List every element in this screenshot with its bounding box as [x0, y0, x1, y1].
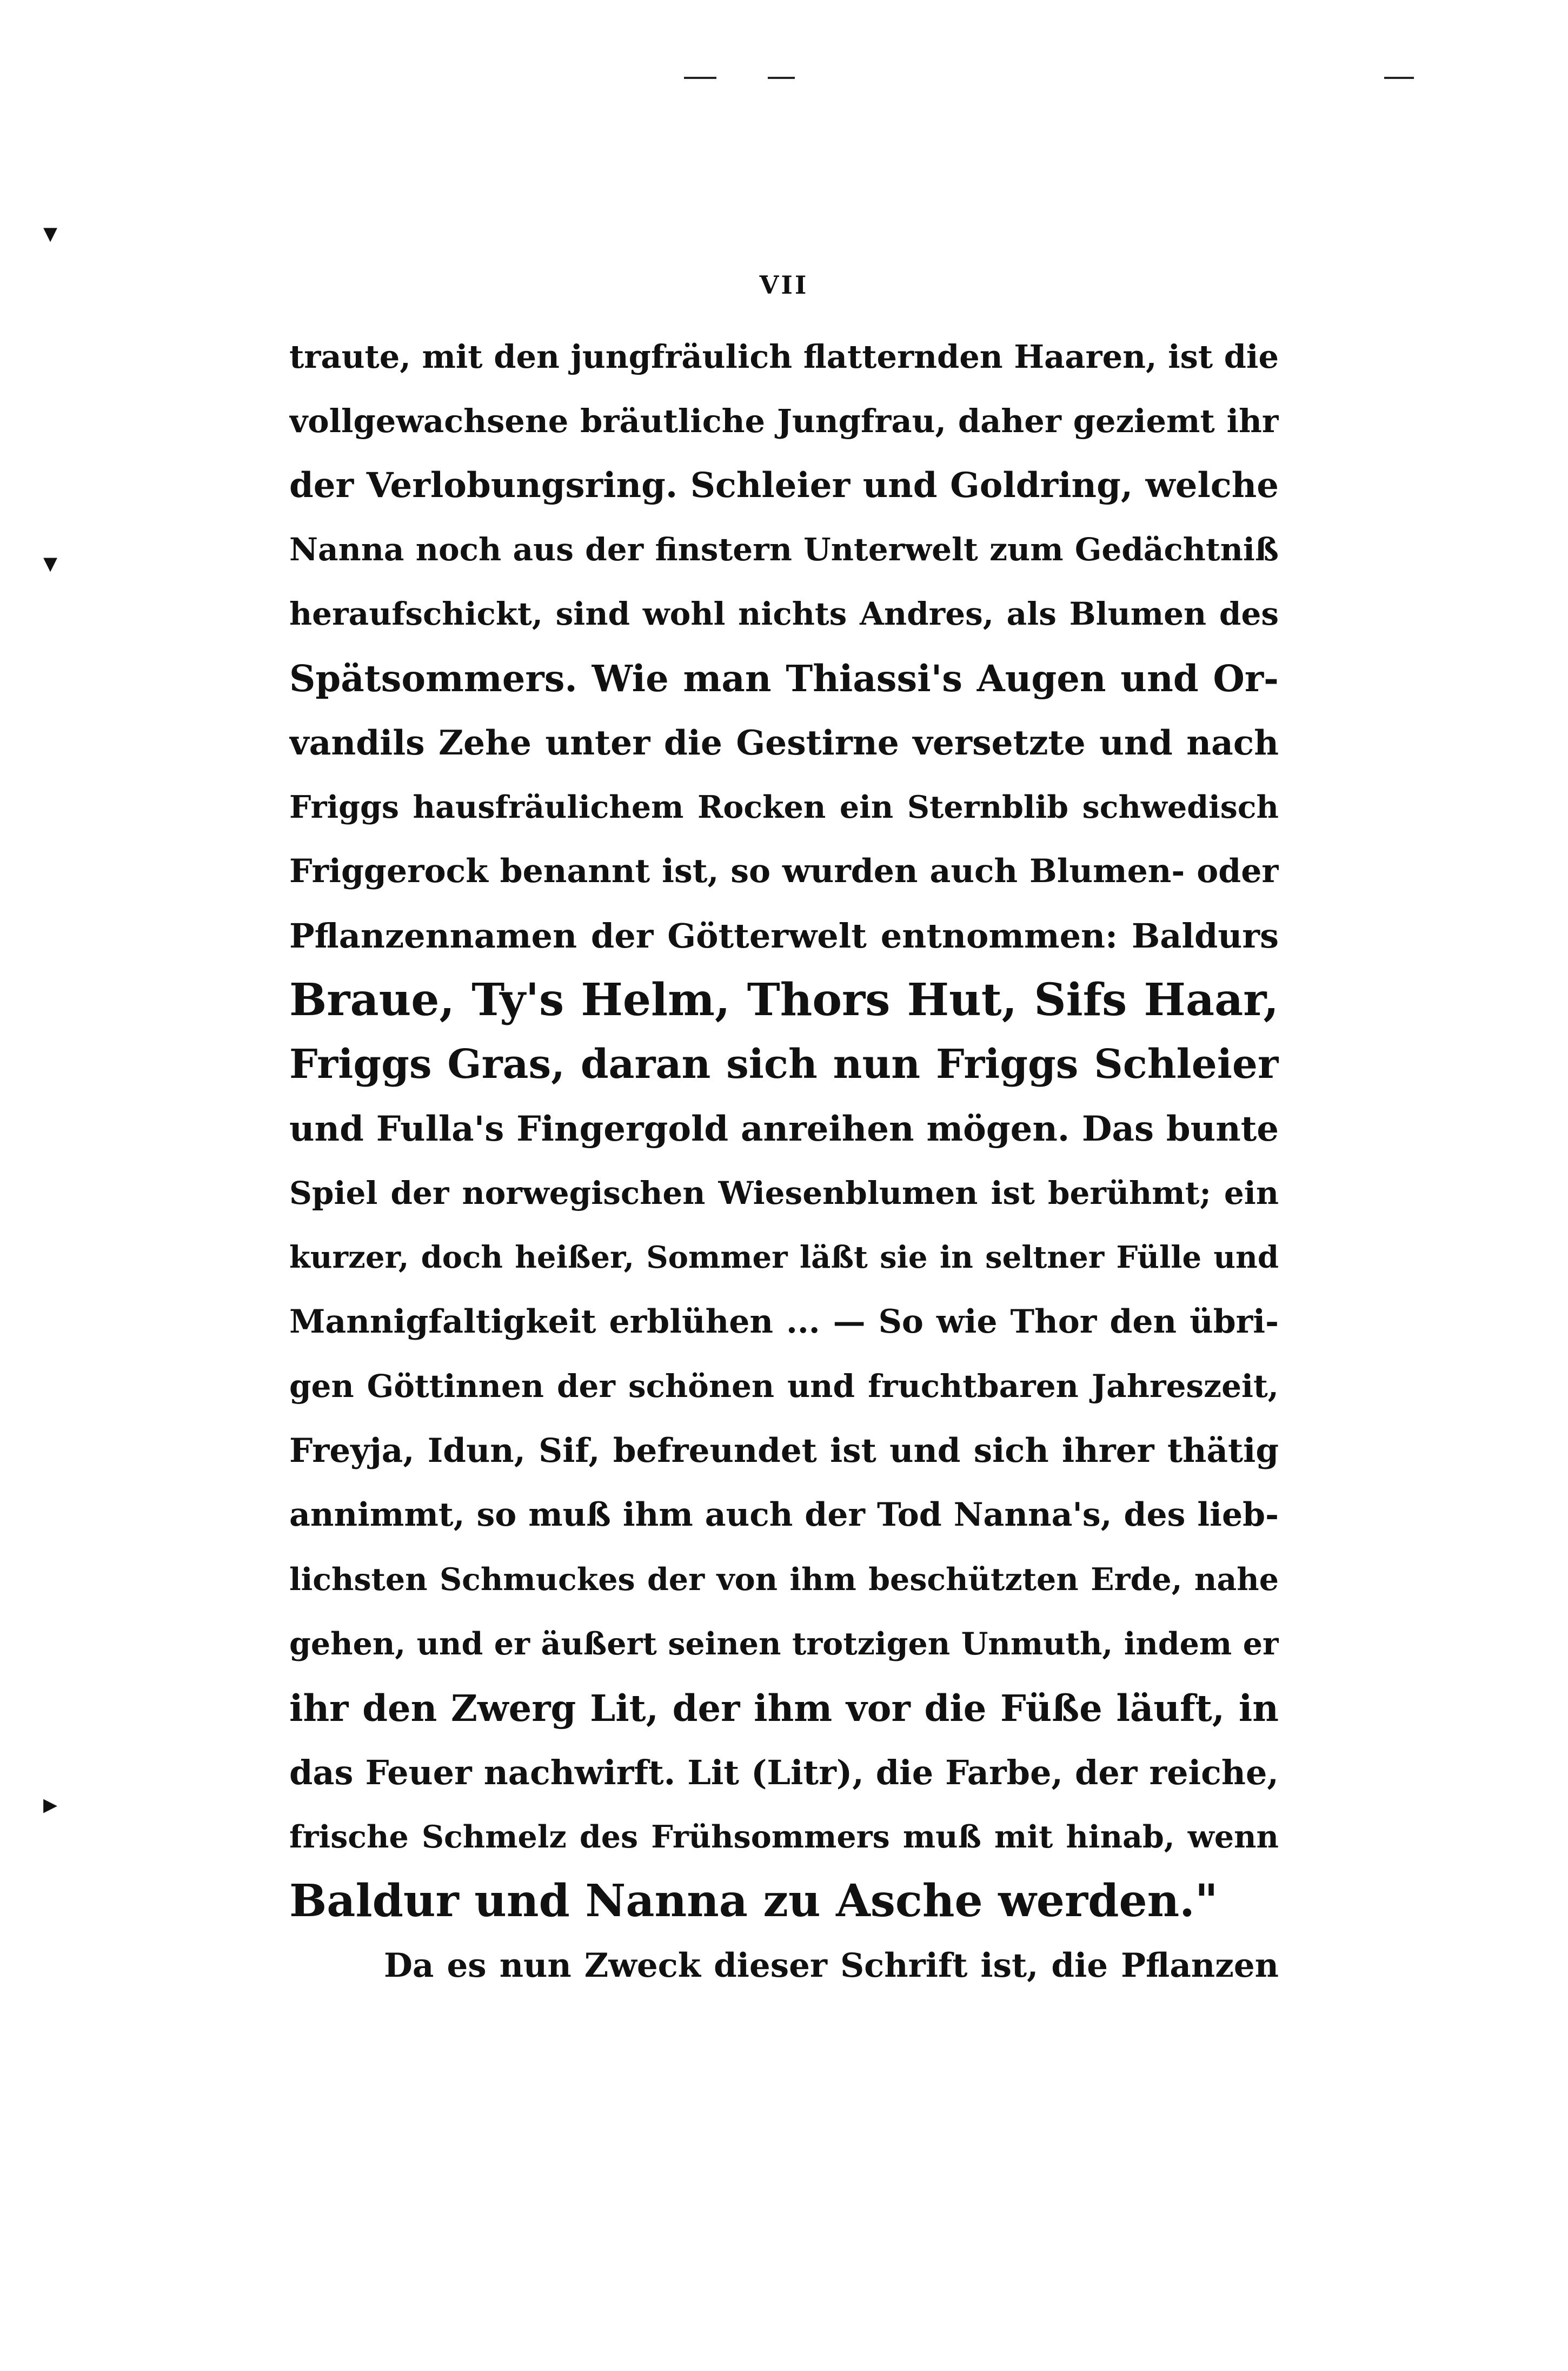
page-number: VII — [759, 270, 809, 300]
text-line: ihr den Zwerg Lit, der ihm vor die Füße läuft, in — [289, 1687, 1279, 1730]
text-line: Friggerock benannt ist, so wurden auch Blumen- oder — [289, 852, 1279, 890]
scan-mark — [768, 77, 795, 79]
text-line: Freyja, Idun, Sif, befreundet ist und sich ihrer thätig — [289, 1432, 1279, 1470]
text-line: Friggs Gras, daran sich nun Friggs Schleier — [289, 1041, 1279, 1088]
text-line: gen Göttinnen der schönen und fruchtbaren Jahreszeit, — [289, 1368, 1279, 1405]
text-line: gehen, und er äußert seinen trotzigen Unmuth, indem er — [289, 1626, 1279, 1662]
text-line: lichsten Schmuckes der von ihm beschützten Erde, nahe — [289, 1561, 1279, 1598]
text-line: Braue, Ty's Helm, Thors Hut, Sifs Haar, — [289, 974, 1279, 1026]
margin-mark-icon: ▾ — [43, 216, 58, 249]
margin-mark-icon: ▸ — [43, 1787, 58, 1820]
text-line: vandils Zehe unter die Gestirne versetzte und nach — [289, 723, 1279, 763]
text-line: vollgewachsene bräutliche Jungfrau, daher geziemt ihr — [289, 402, 1279, 440]
text-line: Mannigfaltigkeit erblühen ... — So wie Thor den übri- — [289, 1303, 1279, 1341]
text-line: kurzer, doch heißer, Sommer läßt sie in seltner Fülle und — [289, 1240, 1279, 1275]
text-line: der Verlobungsring. Schleier und Goldring, welche — [289, 465, 1279, 506]
text-line: und Fulla's Fingergold anreihen mögen. Das bunte — [289, 1109, 1279, 1149]
text-line: Spiel der norwegischen Wiesenblumen ist berühmt; ein — [289, 1175, 1279, 1211]
text-line: annimmt, so muß ihm auch der Tod Nanna's, des lieb- — [289, 1496, 1279, 1534]
text-line: heraufschickt, sind wohl nichts Andres, als Blumen des — [289, 595, 1279, 632]
text-line: Da es nun Zweck dieser Schrift ist, die Pflanzen — [384, 1946, 1279, 1985]
text-line: traute, mit den jungfräulich flatternden Haaren, ist die — [289, 338, 1279, 375]
text-line: frische Schmelz des Frühsommers muß mit hinab, wenn — [289, 1819, 1279, 1855]
text-line: Friggs hausfräulichem Rocken ein Sternblib schwedisch — [289, 789, 1279, 825]
body-text — [289, 324, 1279, 1998]
text-line: Nanna noch aus der finstern Unterwelt zum Gedächtniß — [289, 531, 1279, 568]
scan-mark — [684, 77, 716, 79]
text-line: Pflanzennamen der Götterwelt entnommen: Baldurs — [289, 916, 1279, 956]
margin-mark-icon: ▾ — [43, 546, 58, 579]
text-line: das Feuer nachwirft. Lit (Litr), die Farbe, der reiche, — [289, 1753, 1279, 1792]
text-line: Baldur und Nanna zu Asche werden." — [289, 1875, 1218, 1927]
text-line: Spätsommers. Wie man Thiassi's Augen und Or- — [289, 657, 1279, 700]
scan-mark — [1384, 77, 1414, 79]
